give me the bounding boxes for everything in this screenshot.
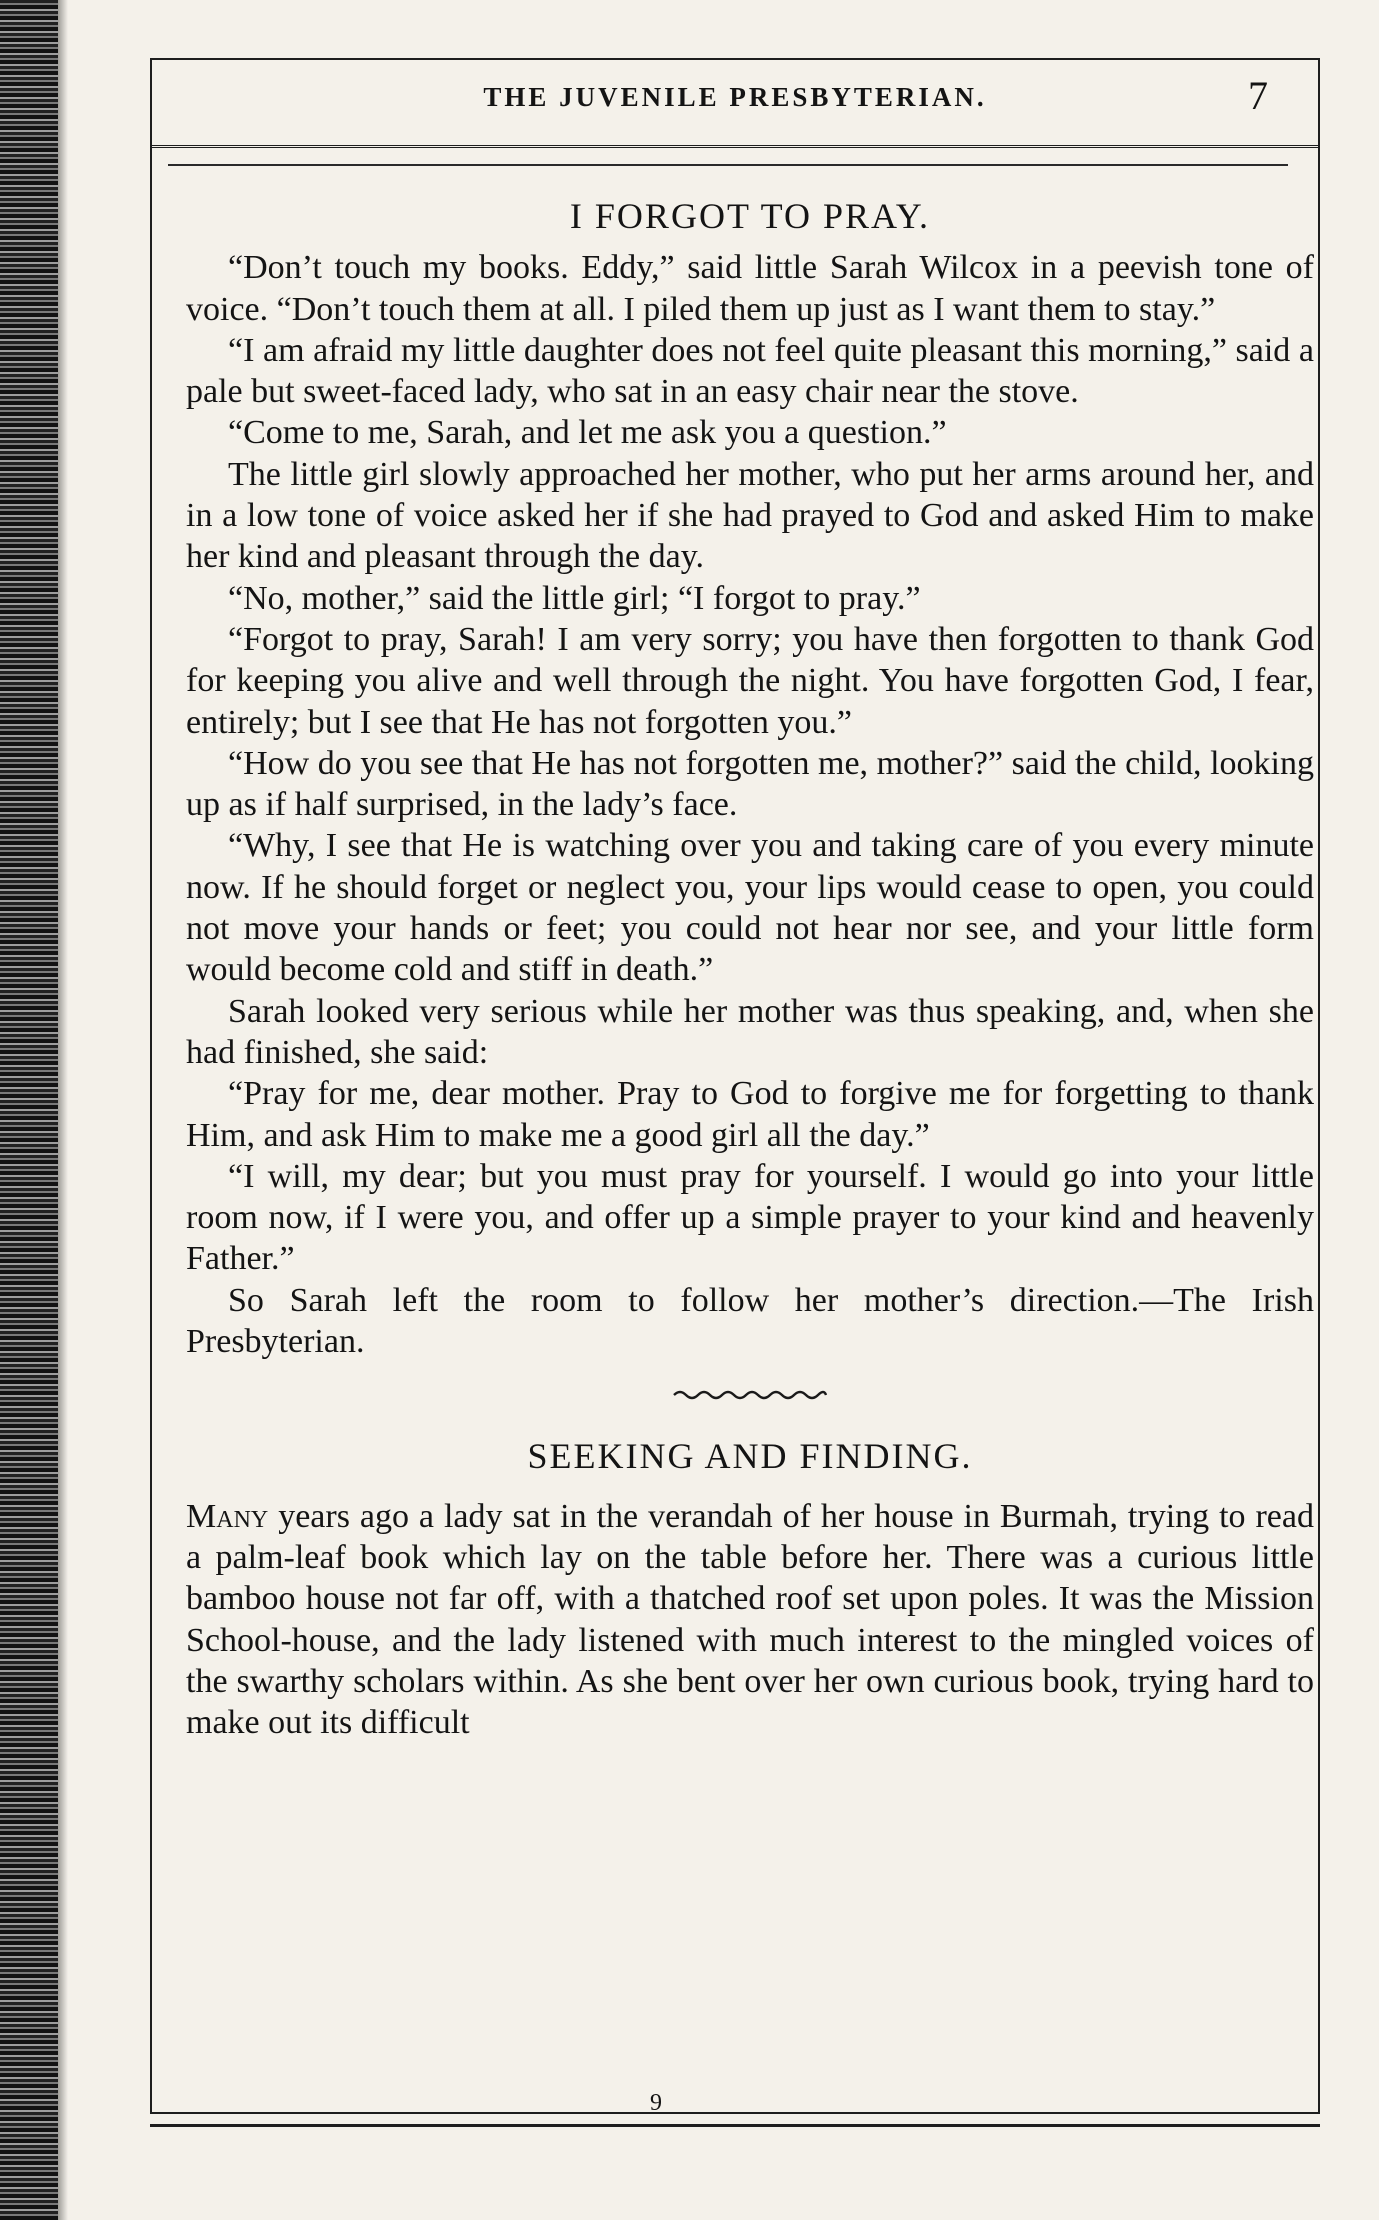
- book-binding-edge: [0, 0, 58, 2220]
- article-title-seeking-and-finding: SEEKING AND FINDING.: [527, 1436, 973, 1477]
- wavy-divider: [672, 1388, 828, 1402]
- article-seeking-and-finding-body: [186, 1496, 1314, 1744]
- article-forgot-to-pray-body: [186, 247, 1314, 1362]
- paragraph: “Forgot to pray, Sarah! I am very sorry; you have then forgotten to thank God for keeping you alive and well through the night. You have forgotten God, I fear, entirely; but I see that He has not forgotten you.”: [186, 620, 1314, 741]
- paragraph: “Pray for me, dear mother. Pray to God to forgive me for forgetting to thank Him, and ask Him to make me a good girl all the day.”: [186, 1075, 1314, 1154]
- paragraph: Sarah looked very serious while her mother was thus speaking, and, when she had finished, she said:: [186, 992, 1314, 1071]
- paragraph: “I will, my dear; but you must pray for yourself. I would go into your little room now, if I were you, and offer up a simple prayer to your kind and heavenly Father.”: [186, 1157, 1314, 1278]
- paragraph: “I am afraid my little daughter does not feel quite pleasant this morning,” said a pale but sweet-faced lady, who sat in an easy chair near the stove.: [186, 331, 1314, 411]
- lead-word: Many: [186, 1497, 269, 1535]
- paragraph: “No, mother,” said the little girl; “I forgot to pray.”: [228, 579, 921, 617]
- paragraph: “Don’t touch my books. Eddy,” said little Sarah Wilcox in a peevish tone of voice. “Don’t touch them at all. I piled them up just as I want them to stay.”: [186, 249, 1314, 328]
- bottom-rule: [150, 2124, 1320, 2127]
- page-number: 7: [1248, 73, 1268, 118]
- article-seeking-text: years ago a lady sat in the verandah of her house in Burmah, trying to read a palm-leaf book which lay on the table before her. There was a curious little bamboo house not far off, with a thatched roof set upon poles. It was the Mission School-house, and the lady listened with much interest to the mingled voices of the swarthy scholars within. As she bent over her own curious book, trying hard to make out its difficult: [186, 1497, 1314, 1742]
- page-header: [150, 58, 1320, 148]
- header-rule: [168, 164, 1288, 166]
- paragraph: “Come to me, Sarah, and let me ask you a question.”: [228, 414, 947, 452]
- paragraph: The little girl slowly approached her mother, who put her arms around her, and in a low tone of voice asked her if she had prayed to God and asked Him to make her kind and pleasant through the day.: [186, 455, 1314, 576]
- article-title-forgot-to-pray: I FORGOT TO PRAY.: [569, 196, 931, 236]
- page-content: [186, 180, 1314, 1743]
- signature-mark: 9: [650, 2090, 662, 2116]
- paragraph: So Sarah left the room to follow her mother’s direction.—The Irish Presbyterian.: [186, 1281, 1314, 1361]
- paragraph: “How do you see that He has not forgotten me, mother?” said the child, looking up as if half surprised, in the lady’s face.: [186, 744, 1314, 824]
- running-head: THE JUVENILE PRESBYTERIAN.: [483, 82, 987, 112]
- paragraph: “Why, I see that He is watching over you and taking care of you every minute now. If he should forget or neglect you, your lips would cease to open, you could not move your hands or feet; you could not hear nor see, and your little form would become cold and stiff in death.”: [186, 827, 1314, 989]
